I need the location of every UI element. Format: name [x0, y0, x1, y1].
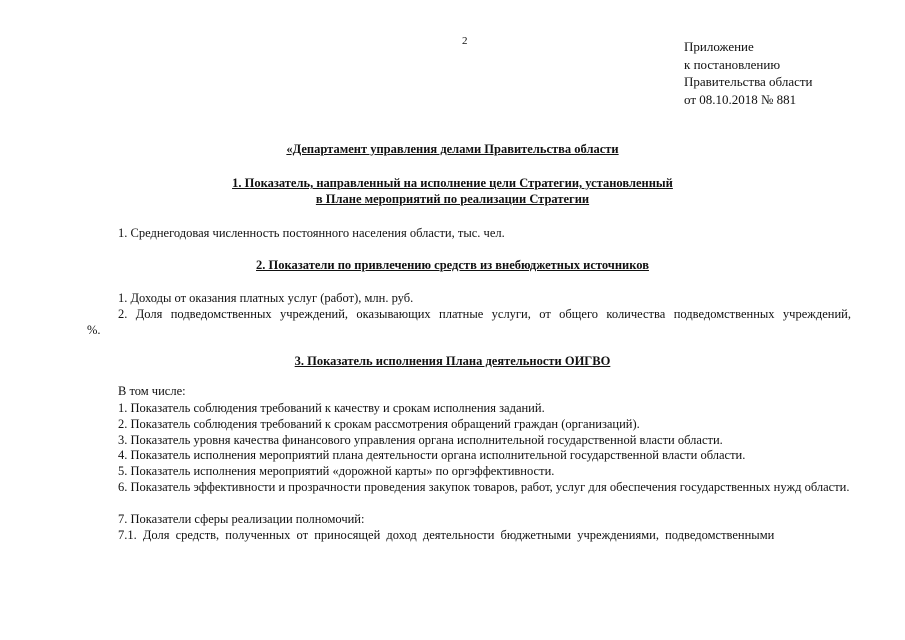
section1-heading-line1: 1. Показатель, направленный на исполнение цели Стратегии, установленный [232, 176, 673, 190]
page-number: 2 [462, 35, 468, 47]
section3-intro: В том числе: [118, 384, 186, 398]
section1-item-1: 1. Среднегодовая численность постоянного населения области, тыс. чел. [118, 226, 505, 240]
section3-item-7: 7. Показатели сферы реализации полномочий: [118, 512, 365, 526]
section2-heading: 2. Показатели по привлечению средств из внебюджетных источников [256, 258, 649, 272]
section3-heading: 3. Показатель исполнения Плана деятельности ОИГВО [294, 354, 611, 368]
appendix-line-4: от 08.10.2018 № 881 [684, 91, 797, 107]
section2-item-2-text: 2. Доля подведомственных учреждений, оказывающих платные услуги, от общего количества подведомственных учреждений, %. [87, 307, 851, 337]
section3-item-4: 4. Показатель исполнения мероприятий плана деятельности органа исполнительной государственной власти области. [118, 448, 746, 462]
section3-item-1: 1. Показатель соблюдения требований к качеству и срокам исполнения заданий. [118, 401, 545, 415]
appendix-block [684, 38, 884, 108]
section3-item-6 [87, 479, 851, 495]
section2-item-2 [87, 306, 851, 338]
department-title: «Департамент управления делами Правительства области [286, 142, 619, 156]
appendix-line-1: Приложение [684, 39, 754, 54]
section3-item-6-text: 6. Показатель эффективности и прозрачности проведения закупок товаров, работ, услуг для обеспечения государственных нужд области. [118, 480, 850, 494]
appendix-line-2: к постановлению [684, 56, 781, 72]
section3-item-7-1: 7.1. Доля средств, полученных от приносящей доход деятельности бюджетными учреждениями, подведомственными [118, 528, 775, 542]
section3-item-5: 5. Показатель исполнения мероприятий «дорожной карты» по оргэффективности. [118, 464, 555, 478]
appendix-line-3: Правительства области [684, 74, 813, 89]
section2-item-1: 1. Доходы от оказания платных услуг (работ), млн. руб. [118, 291, 414, 305]
section3-item-2: 2. Показатель соблюдения требований к срокам рассмотрения обращений граждан (организаций). [118, 417, 640, 431]
section3-item-3: 3. Показатель уровня качества финансового управления органа исполнительной государственной власти области. [118, 433, 723, 447]
section1-heading-line2: в Плане мероприятий по реализации Стратегии [315, 192, 590, 206]
